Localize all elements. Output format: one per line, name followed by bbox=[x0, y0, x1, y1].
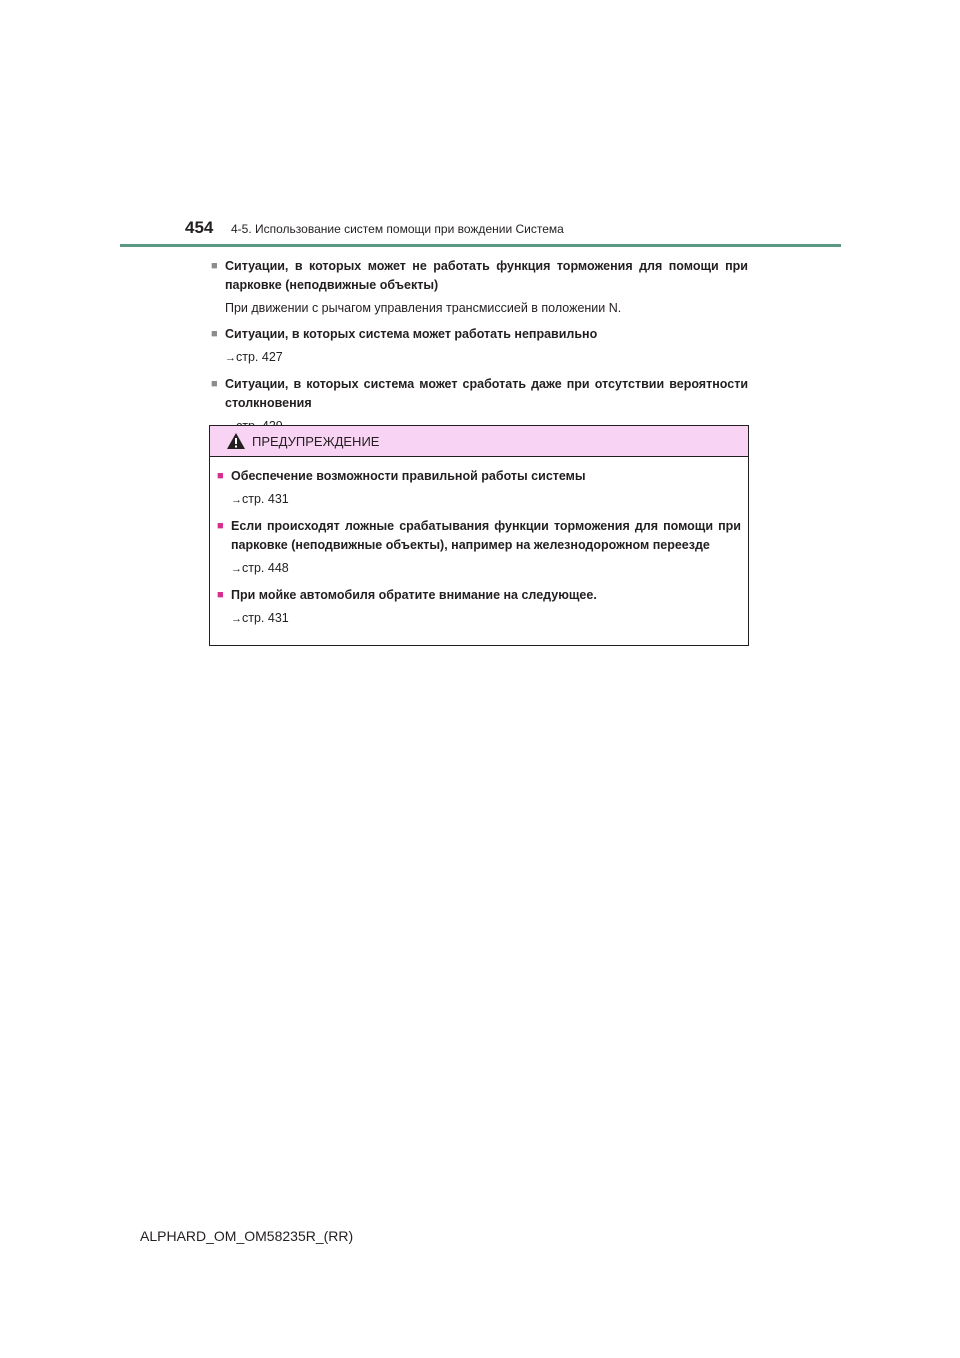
main-content bbox=[211, 257, 748, 444]
warning-item-heading: При мойке автомобиля обратите внимание на следующее. bbox=[231, 588, 597, 602]
warning-item bbox=[217, 517, 741, 579]
warning-item bbox=[217, 467, 741, 510]
warning-triangle-icon bbox=[226, 432, 246, 450]
page-header bbox=[185, 218, 564, 238]
page-number: 454 bbox=[185, 218, 214, 237]
section-title: 4-5. Использование систем помощи при вождении Система bbox=[231, 222, 564, 236]
page-reference-text: стр. 431 bbox=[242, 611, 289, 625]
square-bullet-icon: ■ bbox=[211, 378, 218, 390]
item-heading: Ситуации, в которых система может работать неправильно bbox=[225, 327, 598, 341]
arrow-right-icon: → bbox=[231, 613, 242, 625]
page-reference[interactable] bbox=[231, 609, 741, 629]
warning-item bbox=[217, 586, 741, 629]
square-bullet-icon: ■ bbox=[217, 520, 224, 532]
footer-doc-code: ALPHARD_OM_OM58235R_(RR) bbox=[140, 1228, 354, 1244]
warning-body bbox=[210, 457, 748, 629]
item-heading: Ситуации, в которых система может сработать даже при отсутствии вероятности столкновения bbox=[225, 377, 748, 410]
arrow-right-icon: → bbox=[225, 352, 236, 364]
item-body: При движении с рычагом управления трансмиссией в положении N. bbox=[225, 301, 622, 315]
page-reference-text: стр. 448 bbox=[242, 561, 289, 575]
warning-box bbox=[209, 425, 749, 646]
page-reference[interactable] bbox=[231, 559, 741, 579]
list-item bbox=[211, 325, 748, 368]
warning-header bbox=[210, 426, 748, 457]
square-bullet-icon: ■ bbox=[211, 260, 218, 272]
square-bullet-icon: ■ bbox=[211, 328, 218, 340]
item-heading: Ситуации, в которых может не работать функция торможения для помощи при парковке (неподвижные объекты) bbox=[225, 259, 748, 292]
square-bullet-icon: ■ bbox=[217, 470, 224, 482]
warning-label: ПРЕДУПРЕЖДЕНИЕ bbox=[252, 433, 380, 449]
arrow-right-icon: → bbox=[231, 563, 242, 575]
warning-item-heading: Обеспечение возможности правильной работы системы bbox=[231, 469, 586, 483]
list-item bbox=[211, 257, 748, 318]
arrow-right-icon: → bbox=[231, 494, 242, 506]
warning-item-heading: Если происходят ложные срабатывания функции торможения для помощи при парковке (неподвижные объекты), например на железнодорожном переезде bbox=[231, 519, 741, 552]
page-reference[interactable] bbox=[231, 490, 741, 510]
page-reference-text: стр. 427 bbox=[236, 350, 283, 364]
square-bullet-icon: ■ bbox=[217, 589, 224, 601]
header-divider bbox=[120, 244, 841, 247]
page-reference-text: стр. 431 bbox=[242, 492, 289, 506]
page-reference[interactable] bbox=[225, 348, 748, 368]
